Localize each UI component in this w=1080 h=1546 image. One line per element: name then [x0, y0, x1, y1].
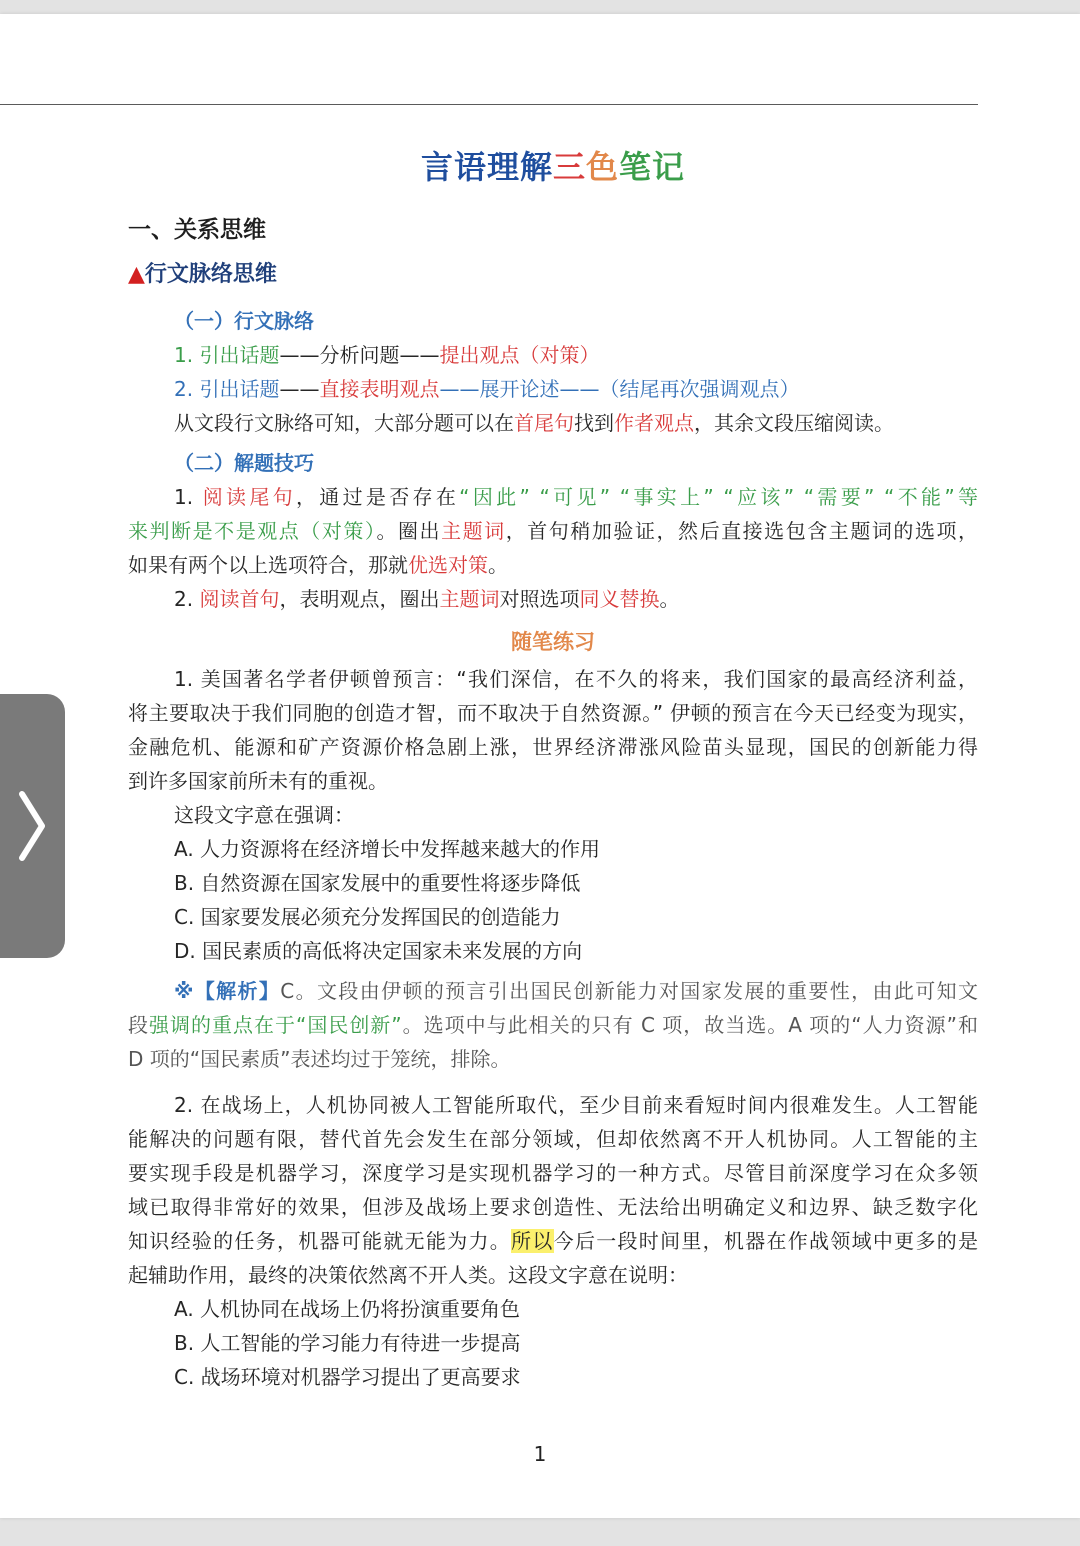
q2-option-b: B. 人工智能的学习能力有待进一步提高 — [174, 1331, 521, 1355]
text-span: 优选对策 — [408, 553, 488, 577]
subsection-title: 行文脉络思维 — [144, 262, 277, 287]
subsection-heading — [128, 252, 978, 298]
title-part2: 三 — [552, 148, 586, 186]
text-span: 阅读尾句 — [202, 485, 296, 509]
text-span: 对照选项 — [499, 587, 580, 611]
side-panel-tab[interactable] — [0, 694, 65, 958]
sub1-line3 — [128, 406, 978, 440]
text-span: —— — [279, 377, 320, 401]
page-number: 1 — [533, 1442, 547, 1466]
sub1-line2 — [128, 372, 978, 406]
text-span: 阅读首句 — [199, 587, 280, 611]
q1-line: 金融危机、能源和矿产资源价格急剧上涨，世界经济滞涨风险苗头显现，国民的创新能力得 — [128, 735, 978, 759]
q1-line: 将主要取决于我们同胞的创造才智，而不取决于自然资源。” 伊顿的预言在今天已经变为现实， — [128, 701, 978, 725]
text-span: 作者观点 — [614, 411, 694, 435]
q1-line: 到许多国家前所未有的重视。 — [128, 769, 388, 793]
text-span: 如果有两个以上选项符合，那就 — [128, 553, 408, 577]
q2-line: 域已取得非常好的效果，但涉及战场上要求创造性、无法给出明确定义和边界、缺乏数字化 — [128, 1195, 978, 1219]
header-rule — [0, 104, 978, 105]
sub2-heading: （二）解题技巧 — [174, 451, 314, 475]
q2-line: 要实现手段是机器学习，深度学习是实现机器学习的一种方式。尽管目前深度学习在众多领 — [128, 1161, 978, 1185]
q1-analysis-line2 — [128, 1008, 978, 1042]
highlight-suoyi: 所以 — [511, 1229, 554, 1253]
text-span: ，通过是否存在 — [296, 485, 460, 509]
text-span: 来判断是不是观点（对策） — [128, 519, 377, 543]
text-span: 2. — [174, 587, 200, 611]
text-span: 直接表明观点 — [319, 377, 440, 401]
text-span: “因此” “可见” “事实上” “应该” “需要” “不能” — [459, 485, 955, 509]
document-page — [0, 14, 1080, 1518]
text-span: 今后一段时间里，机器在作战领域中更多的是 — [553, 1229, 979, 1253]
text-span: 强调的重点在于“国民创新” — [149, 1013, 402, 1037]
text-span: ——展开论述—— — [439, 377, 600, 401]
q2-line — [128, 1224, 978, 1258]
chevron-right-icon — [16, 790, 46, 862]
text-span: 同义替换 — [579, 587, 660, 611]
title-part1: 言语理解 — [420, 148, 553, 186]
q2-line: 起辅助作用，最终的决策依然离不开人类。这段文字意在说明： — [128, 1263, 688, 1287]
sub1-line1 — [128, 338, 978, 372]
q1-line: 1. 美国著名学者伊顿曾预言：“我们深信，在不久的将来，我们国家的最高经济利益， — [174, 667, 978, 691]
text-span: 找到 — [574, 411, 614, 435]
text-span: 从文段行文脉络可知，大部分题可以在 — [174, 411, 514, 435]
text-span: 。选项中与此相关的只有 C 项，故当选。A 项的“人力资源”和 — [401, 1013, 978, 1037]
text-span: 首尾句 — [514, 411, 574, 435]
sub1-heading: （一）行文脉络 — [174, 309, 314, 333]
text-span: 知识经验的任务，机器可能就无能为力。 — [128, 1229, 512, 1253]
title-part4: 笔记 — [619, 148, 686, 186]
sub2-p1-line2 — [128, 514, 978, 548]
analysis-label: ※【解析】 — [174, 979, 281, 1003]
sub2-p2 — [128, 582, 978, 616]
q2-line: 能解决的问题有限，替代首先会发生在部分领域，但却依然离不开人机协同。人工智能的主 — [128, 1127, 978, 1151]
section-heading: 一、关系思维 — [128, 217, 266, 243]
text-span: 主题词 — [439, 587, 500, 611]
sub2-p1-line1 — [128, 480, 978, 514]
text-span: 提出观点（对策） — [439, 343, 600, 367]
q1-option-a: A. 人力资源将在经济增长中发挥越来越大的作用 — [174, 837, 601, 861]
q1-prompt: 这段文字意在强调： — [174, 803, 354, 827]
text-span: C。文段由伊顿的预言引出国民创新能力对国家发展的重要性，由此可知文 — [280, 979, 978, 1003]
text-span: 。 — [488, 553, 508, 577]
page-title — [128, 142, 978, 192]
q2-line: 2. 在战场上，人机协同被人工智能所取代，至少目前来看短时间内很难发生。人工智能 — [174, 1093, 978, 1117]
q1-analysis-line1 — [128, 974, 978, 1008]
q1-option-d: D. 国民素质的高低将决定国家未来发展的方向 — [174, 939, 583, 963]
triangle-icon: ▲ — [128, 262, 145, 287]
q1-analysis-line3: D 项的“国民素质”表述均过于笼统，排除。 — [128, 1047, 511, 1071]
text-span: ，首句稍加验证，然后直接选包含主题词的选项， — [505, 519, 979, 543]
q2-option-a: A. 人机协同在战场上仍将扮演重要角色 — [174, 1297, 521, 1321]
text-span: 1. 引出话题 — [174, 343, 280, 367]
text-span: ——分析问题—— — [279, 343, 440, 367]
text-span: 段 — [128, 1013, 149, 1037]
page-content — [128, 142, 978, 1394]
text-span: 1. — [174, 485, 203, 509]
text-span: ，其余文段压缩阅读。 — [694, 411, 894, 435]
text-span: 。 — [659, 587, 680, 611]
sub2-p1-line3 — [128, 548, 978, 582]
text-span: 主题词 — [441, 519, 506, 543]
text-span: 等 — [954, 485, 979, 509]
text-span: 2. 引出话题 — [174, 377, 280, 401]
text-span: ，表明观点，圈出 — [279, 587, 440, 611]
q1-option-c: C. 国家要发展必须充分发挥国民的创造能力 — [174, 905, 561, 929]
title-part3: 色 — [586, 148, 620, 186]
practice-heading: 随笔练习 — [511, 630, 595, 654]
text-span: （结尾再次强调观点） — [599, 377, 800, 401]
text-span: 。圈出 — [376, 519, 442, 543]
q2-option-c: C. 战场环境对机器学习提出了更高要求 — [174, 1365, 521, 1389]
q1-option-b: B. 自然资源在国家发展中的重要性将逐步降低 — [174, 871, 581, 895]
